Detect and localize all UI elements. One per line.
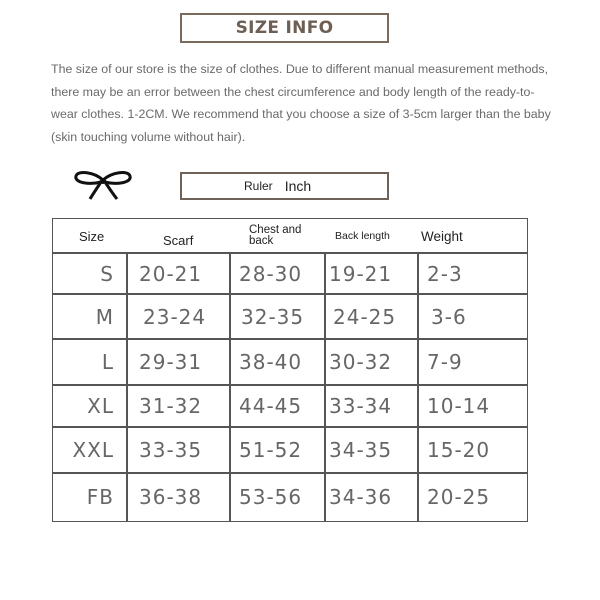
scarf-cell: 31-32 <box>139 394 203 418</box>
size-cell: M <box>95 304 114 329</box>
weight-cell: 20-25 <box>427 485 491 509</box>
back-length-cell: 19-21 <box>329 261 393 286</box>
scarf-cell: 23-24 <box>143 304 207 329</box>
header-size: Size <box>79 228 105 244</box>
back-length-cell: 24-25 <box>333 304 397 329</box>
scarf-cell: 29-31 <box>139 350 203 374</box>
scarf-cell: 33-35 <box>139 438 203 462</box>
weight-cell: 10-14 <box>427 394 491 418</box>
weight-cell: 3-6 <box>431 304 467 329</box>
ruler-label: Ruler <box>244 179 273 193</box>
unit-label: Inch <box>284 178 312 194</box>
size-cell: XXL <box>72 438 114 462</box>
size-description: The size of our store is the size of clothes. Due to different manual measurement methods, there may be an error between the chest circumference and body length of the ready-to-wear clothes. 1-2CM. We recommend that you choose a size of 3-5cm larger than the baby (skin touching volume without hair). <box>51 62 551 144</box>
size-cell: S <box>100 261 114 286</box>
page-title: SIZE INFO <box>235 18 334 38</box>
grid-line <box>126 253 128 521</box>
header-back-length: Back length <box>335 230 390 242</box>
size-table <box>52 218 528 522</box>
back-length-cell: 30-32 <box>329 350 393 374</box>
chest-cell: 28-30 <box>239 261 303 286</box>
chest-cell: 44-45 <box>239 394 303 418</box>
header-scarf: Scarf <box>163 232 194 248</box>
back-length-cell: 33-34 <box>329 394 393 418</box>
scarf-cell: 20-21 <box>139 261 203 286</box>
size-cell: FB <box>86 485 114 509</box>
size-cell: XL <box>87 394 114 418</box>
header-weight: Weight <box>421 228 463 244</box>
grid-line <box>417 253 419 521</box>
chest-cell: 53-56 <box>239 485 303 509</box>
chest-cell: 32-35 <box>241 304 305 329</box>
scarf-cell: 36-38 <box>139 485 203 509</box>
weight-cell: 15-20 <box>427 438 491 462</box>
bow-icon <box>74 170 132 200</box>
grid-line <box>229 253 231 521</box>
weight-cell: 2-3 <box>427 261 463 286</box>
chest-cell: 38-40 <box>239 350 303 374</box>
unit-box <box>180 172 389 200</box>
back-length-cell: 34-36 <box>329 485 393 509</box>
header-chest-and-back: Chest and back <box>249 224 302 247</box>
grid-line <box>324 253 326 521</box>
weight-cell: 7-9 <box>427 350 463 374</box>
back-length-cell: 34-35 <box>329 438 393 462</box>
chest-cell: 51-52 <box>239 438 303 462</box>
size-cell: L <box>101 350 114 374</box>
title-box <box>180 13 389 43</box>
